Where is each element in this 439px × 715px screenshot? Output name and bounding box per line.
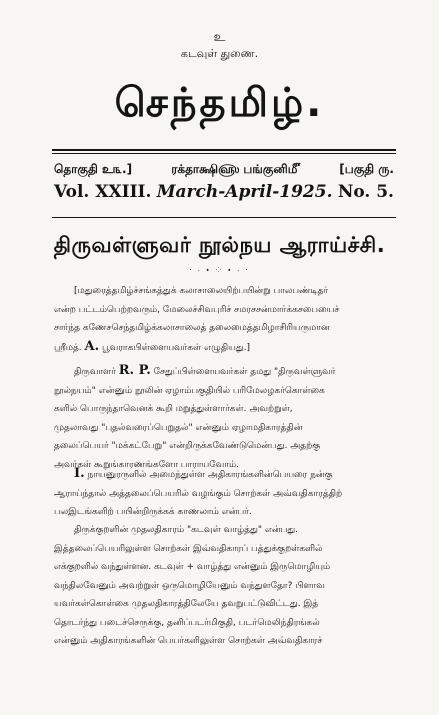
header-rule-top	[52, 149, 396, 151]
paragraph-line: நூல்நயம்" என்னும் நூலின் ஏழாம்பகுதியில் பரிமேலழகர்கொள்கை	[54, 385, 325, 396]
intro-paragraph	[54, 362, 399, 474]
paragraph-line: ஸ்ரீமத். A. பூவராகபிள்ளையவர்கள் எழுதியது.]	[54, 338, 251, 354]
issue-info-tamil	[54, 162, 394, 178]
paragraph-line: [மதுரைத்தமிழ்ச்சங்கத்துக் கலாசாலையிற்பயின்று பாலபண்டிதர்	[74, 286, 329, 296]
paragraph-line: ஆராய்ந்தால் அத்தலைப்பெயரில் வழங்கும் சொற்கள் அவ்வதிகாரத்திற்	[54, 488, 343, 499]
article-title: திருவள்ளுவர் நூல்நய ஆராய்ச்சி.	[53, 233, 386, 257]
paragraph-line: யவர்கள்கொள்கை முதலதிகாரத்திலேயே தவறுபட்டுவிட்டது. இத்	[54, 599, 319, 609]
part-tamil: [பகுதி ரு.	[339, 162, 394, 176]
paragraph-line: I. நாயனுரருளில் அமைந்துள்ள அதிகாரங்களின்பெயரை நன்கு	[74, 466, 333, 481]
issue-info-english	[54, 182, 394, 202]
paragraph-line: தலைப்பெயர் "மக்கட்பேறு" என்றிருக்கவேண்டுமென்பது. அதற்கு	[54, 441, 321, 451]
paragraph-line: இத்தலைப்பெயரிலுள்ள சொற்கள் இவ்வதிகாரப் பத்துக்குறள்களில்	[54, 543, 323, 554]
header-rule-bottom	[52, 217, 396, 218]
header-blessing: கடவுள் துணை.	[180, 47, 259, 60]
volume-tamil: தொகுதி உ௩.]	[54, 162, 133, 176]
issue-number: No. 5.	[337, 182, 394, 202]
title-ornament: · ⸳ ∙ ⁘ ∙ ⸳ ·	[189, 266, 250, 274]
paragraph-line: களில் பொருந்தாவெனக் கூறி மறுத்துள்ளார்கள். அவற்றுள்,	[54, 404, 293, 414]
paragraph-line: பலஇடங்களிற் பயின்றிருக்கக் காணலாம் என்பர்.	[54, 507, 252, 517]
header-symbol: உ	[213, 30, 226, 45]
paragraph-line: தொடர்ந்து படைச்செருக்கு, தனிப்படர்மிகுதி, படர்மெலிந்திரங்கல்	[54, 617, 320, 628]
header-rule-top-thin	[52, 153, 396, 154]
author-note-paragraph	[54, 282, 399, 357]
paragraph-line: திருவாளர் R. P. சேதுப்பிள்ளையவர்கள் தமது "திருவள்ளுவர்	[74, 363, 336, 378]
volume-number: Vol. XXIII.	[54, 182, 152, 202]
paragraph-line: சார்ந்த கணேசசெந்தமிழ்க்கலாசாலைத் தலைமைத்தமிழாசிரியருமான	[54, 323, 330, 333]
paragraph-line: என்னும் அதிகாரங்களின் பெயர்களிலுள்ள சொற்கள் அவ்வதிகாரச்	[54, 636, 323, 646]
paragraph-line: அவர்கள் கூறுங்காரணங்களோ பாராயவோம்.	[54, 459, 240, 470]
paragraph-line: முதலாவது "புதல்வரைப்பெறுதல்" என்னும் ஏழாமதிகாரத்தின்	[54, 422, 303, 433]
paragraph-line: வந்திலவேனும் அவற்றுள் ஒருமொழியேனும் வந்துளதோ? பிளாவ	[54, 580, 325, 591]
issue-date: March-April-1925.	[156, 182, 333, 202]
point-one-paragraph	[54, 465, 399, 522]
year-months-tamil: ரக்தாக்ஷி௵ பங்குனி௴	[171, 162, 301, 176]
first-chapter-paragraph	[54, 521, 399, 651]
paragraph-line: திருக்குறளின் முதலதிகாரம் "கடவுள் வாழ்த்து" என்பது.	[74, 525, 298, 535]
paragraph-line: என்ற பட்டம்பெற்றவரும், மேலைச்சிவபுரிச் சமரசசன்மார்க்கசபையைச்	[54, 304, 340, 315]
journal-title: செந்தமிழ்.	[114, 80, 325, 126]
paragraph-line: எக்குறளில் வந்துள்ளன. கடவுள் + வாழ்த்து என்னும் இருமொழியும்	[54, 562, 331, 572]
